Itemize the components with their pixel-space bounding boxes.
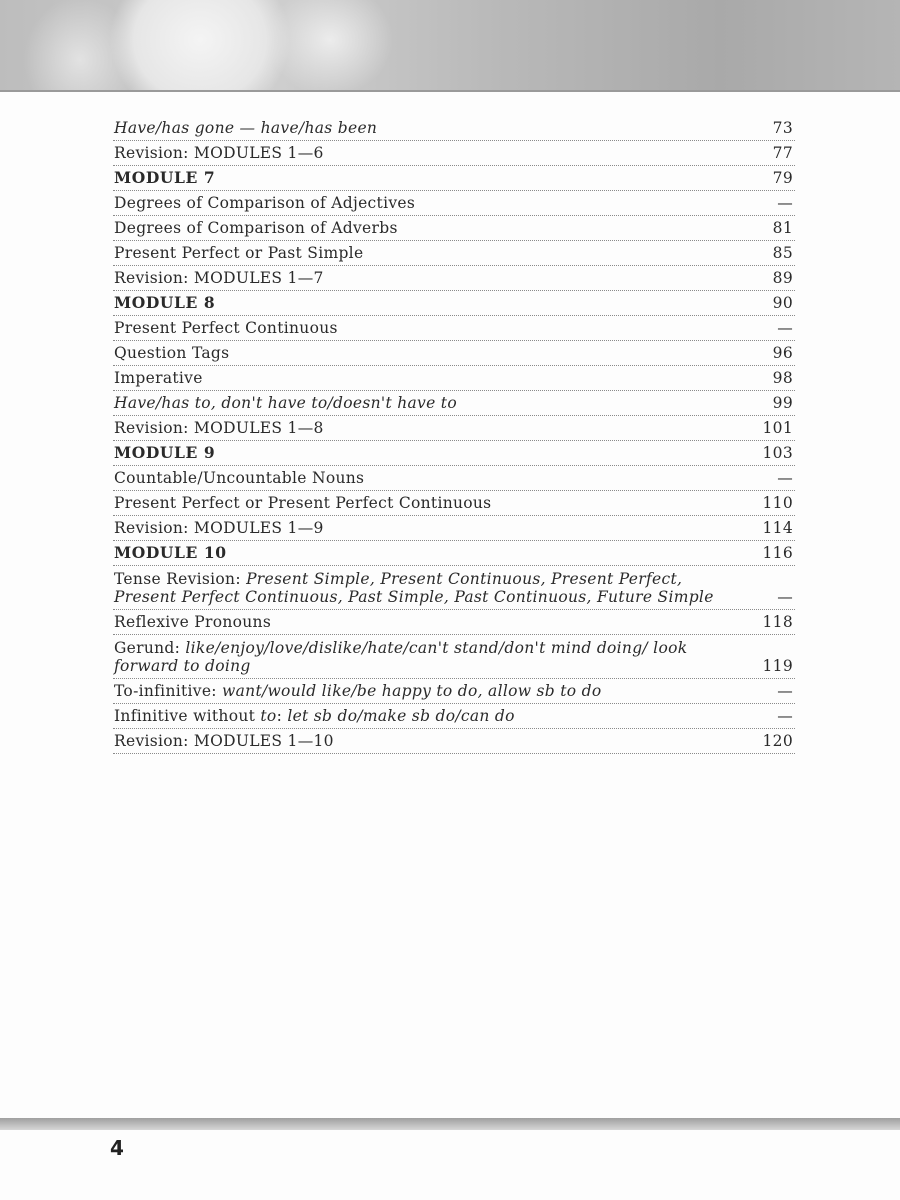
toc-entry-title — [114, 494, 753, 512]
toc-page-number: 120 — [762, 732, 793, 750]
toc-entry-title — [114, 394, 753, 412]
toc-entry — [113, 366, 795, 391]
toc-title-segment: Have/has gone — have/has been — [114, 119, 378, 137]
module-heading — [114, 294, 753, 312]
toc-title-segment: To-infinitive: — [114, 682, 223, 700]
toc-page-number: 116 — [762, 544, 793, 562]
toc-title-segment: let sb do/make sb do/can do — [287, 707, 515, 725]
toc-entry — [113, 141, 795, 166]
toc-title-segment: Countable/Uncountable Nouns — [114, 469, 365, 487]
toc-entry-title — [114, 119, 753, 137]
toc-entry — [113, 391, 795, 416]
toc-entry — [113, 266, 795, 291]
toc-title-segment: MODULE 10 — [114, 543, 227, 562]
toc-title-segment: Degrees of Comparison of Adverbs — [114, 219, 398, 237]
toc-entry-title — [114, 269, 753, 287]
toc-entry — [113, 241, 795, 266]
toc-title-segment: Question Tags — [114, 344, 230, 362]
toc-entry-title — [114, 682, 753, 700]
toc-entry — [113, 416, 795, 441]
toc-page-number: 79 — [772, 169, 793, 187]
toc-entry — [113, 704, 795, 729]
toc-title-segment: Revision: MODULES 1—9 — [114, 519, 324, 537]
toc-title-segment: MODULE 8 — [114, 293, 216, 312]
toc-title-segment: like/enjoy/love/dislike/hate/can't stand/don't mind doing/ look forward to doing — [114, 639, 688, 675]
toc-entry — [113, 729, 795, 754]
toc-entry — [113, 516, 795, 541]
table-of-contents — [113, 116, 795, 754]
toc-entry-title — [114, 194, 753, 212]
toc-entry-title — [114, 244, 753, 262]
toc-title-segment: want/would like/be happy to do, allow sb to do — [222, 682, 602, 700]
toc-page-number: — — [777, 588, 793, 606]
footer-rule — [0, 1118, 900, 1130]
toc-page-number: 89 — [772, 269, 793, 287]
module-heading — [114, 169, 753, 187]
toc-entry — [113, 566, 795, 610]
toc-page-number: 77 — [772, 144, 793, 162]
toc-entry-title — [114, 469, 753, 487]
toc-entry-title — [114, 319, 753, 337]
toc-page-number: 114 — [762, 519, 793, 537]
header-banner-image — [0, 0, 900, 92]
toc-entry — [113, 316, 795, 341]
toc-page-number: 73 — [772, 119, 793, 137]
module-heading — [114, 544, 753, 562]
toc-page-number: — — [777, 469, 793, 487]
toc-page-number: 110 — [762, 494, 793, 512]
toc-page-number: 90 — [772, 294, 793, 312]
toc-entry — [113, 635, 795, 679]
toc-entry — [113, 216, 795, 241]
toc-title-segment: Imperative — [114, 369, 203, 387]
toc-title-segment: Reflexive Pronouns — [114, 613, 272, 631]
toc-title-segment: Gerund: — [114, 639, 186, 657]
toc-entry — [113, 679, 795, 704]
toc-title-segment: Present Perfect or Past Simple — [114, 244, 364, 262]
toc-page-number: — — [777, 194, 793, 212]
toc-page-number: — — [777, 682, 793, 700]
toc-entry — [113, 541, 795, 566]
toc-title-segment: MODULE 7 — [114, 168, 216, 187]
toc-entry — [113, 291, 795, 316]
toc-title-segment: Present Simple, Present Continuous, Present Perfect, Present Perfect Continuous, Past Simple, Past Continuous, Future Simple — [114, 570, 714, 606]
toc-title-segment: to — [260, 707, 277, 725]
toc-entry — [113, 466, 795, 491]
toc-page-number: 118 — [762, 613, 793, 631]
toc-title-segment: Have/has to, don't have to/doesn't have to — [114, 394, 457, 412]
module-heading — [114, 444, 753, 462]
toc-entry — [113, 341, 795, 366]
toc-page-number: 101 — [762, 419, 793, 437]
page-number: 4 — [110, 1136, 124, 1160]
toc-entry-title — [114, 707, 753, 725]
toc-title-segment: Revision: MODULES 1—7 — [114, 269, 324, 287]
toc-page-number: 96 — [772, 344, 793, 362]
toc-page-number: 99 — [772, 394, 793, 412]
toc-page-number: 85 — [772, 244, 793, 262]
toc-page-number: 103 — [762, 444, 793, 462]
toc-title-segment: Present Perfect Continuous — [114, 319, 338, 337]
toc-entry — [113, 166, 795, 191]
toc-title-segment: MODULE 9 — [114, 443, 216, 462]
toc-entry-title — [114, 570, 753, 606]
toc-entry-title — [114, 144, 753, 162]
toc-entry-title — [114, 219, 753, 237]
toc-title-segment: Infinitive without — [114, 707, 261, 725]
toc-entry-title — [114, 639, 753, 675]
toc-entry — [113, 116, 795, 141]
toc-entry — [113, 191, 795, 216]
toc-title-segment: Revision: MODULES 1—8 — [114, 419, 324, 437]
toc-title-segment: Degrees of Comparison of Adjectives — [114, 194, 416, 212]
toc-page-number: — — [777, 319, 793, 337]
toc-entry-title — [114, 419, 753, 437]
toc-page-number: 119 — [762, 657, 793, 675]
toc-entry-title — [114, 344, 753, 362]
toc-title-segment: Revision: MODULES 1—6 — [114, 144, 324, 162]
toc-page-number: 81 — [772, 219, 793, 237]
toc-entry-title — [114, 732, 753, 750]
toc-title-segment: Tense Revision: — [114, 570, 247, 588]
toc-title-segment: Revision: MODULES 1—10 — [114, 732, 334, 750]
toc-entry — [113, 441, 795, 466]
toc-page-number: 98 — [772, 369, 793, 387]
toc-entry-title — [114, 519, 753, 537]
toc-entry-title — [114, 613, 753, 631]
toc-entry-title — [114, 369, 753, 387]
toc-title-segment: Present Perfect or Present Perfect Continuous — [114, 494, 492, 512]
toc-page-number: — — [777, 707, 793, 725]
toc-title-segment: : — [276, 707, 288, 725]
toc-entry — [113, 491, 795, 516]
toc-entry — [113, 610, 795, 635]
